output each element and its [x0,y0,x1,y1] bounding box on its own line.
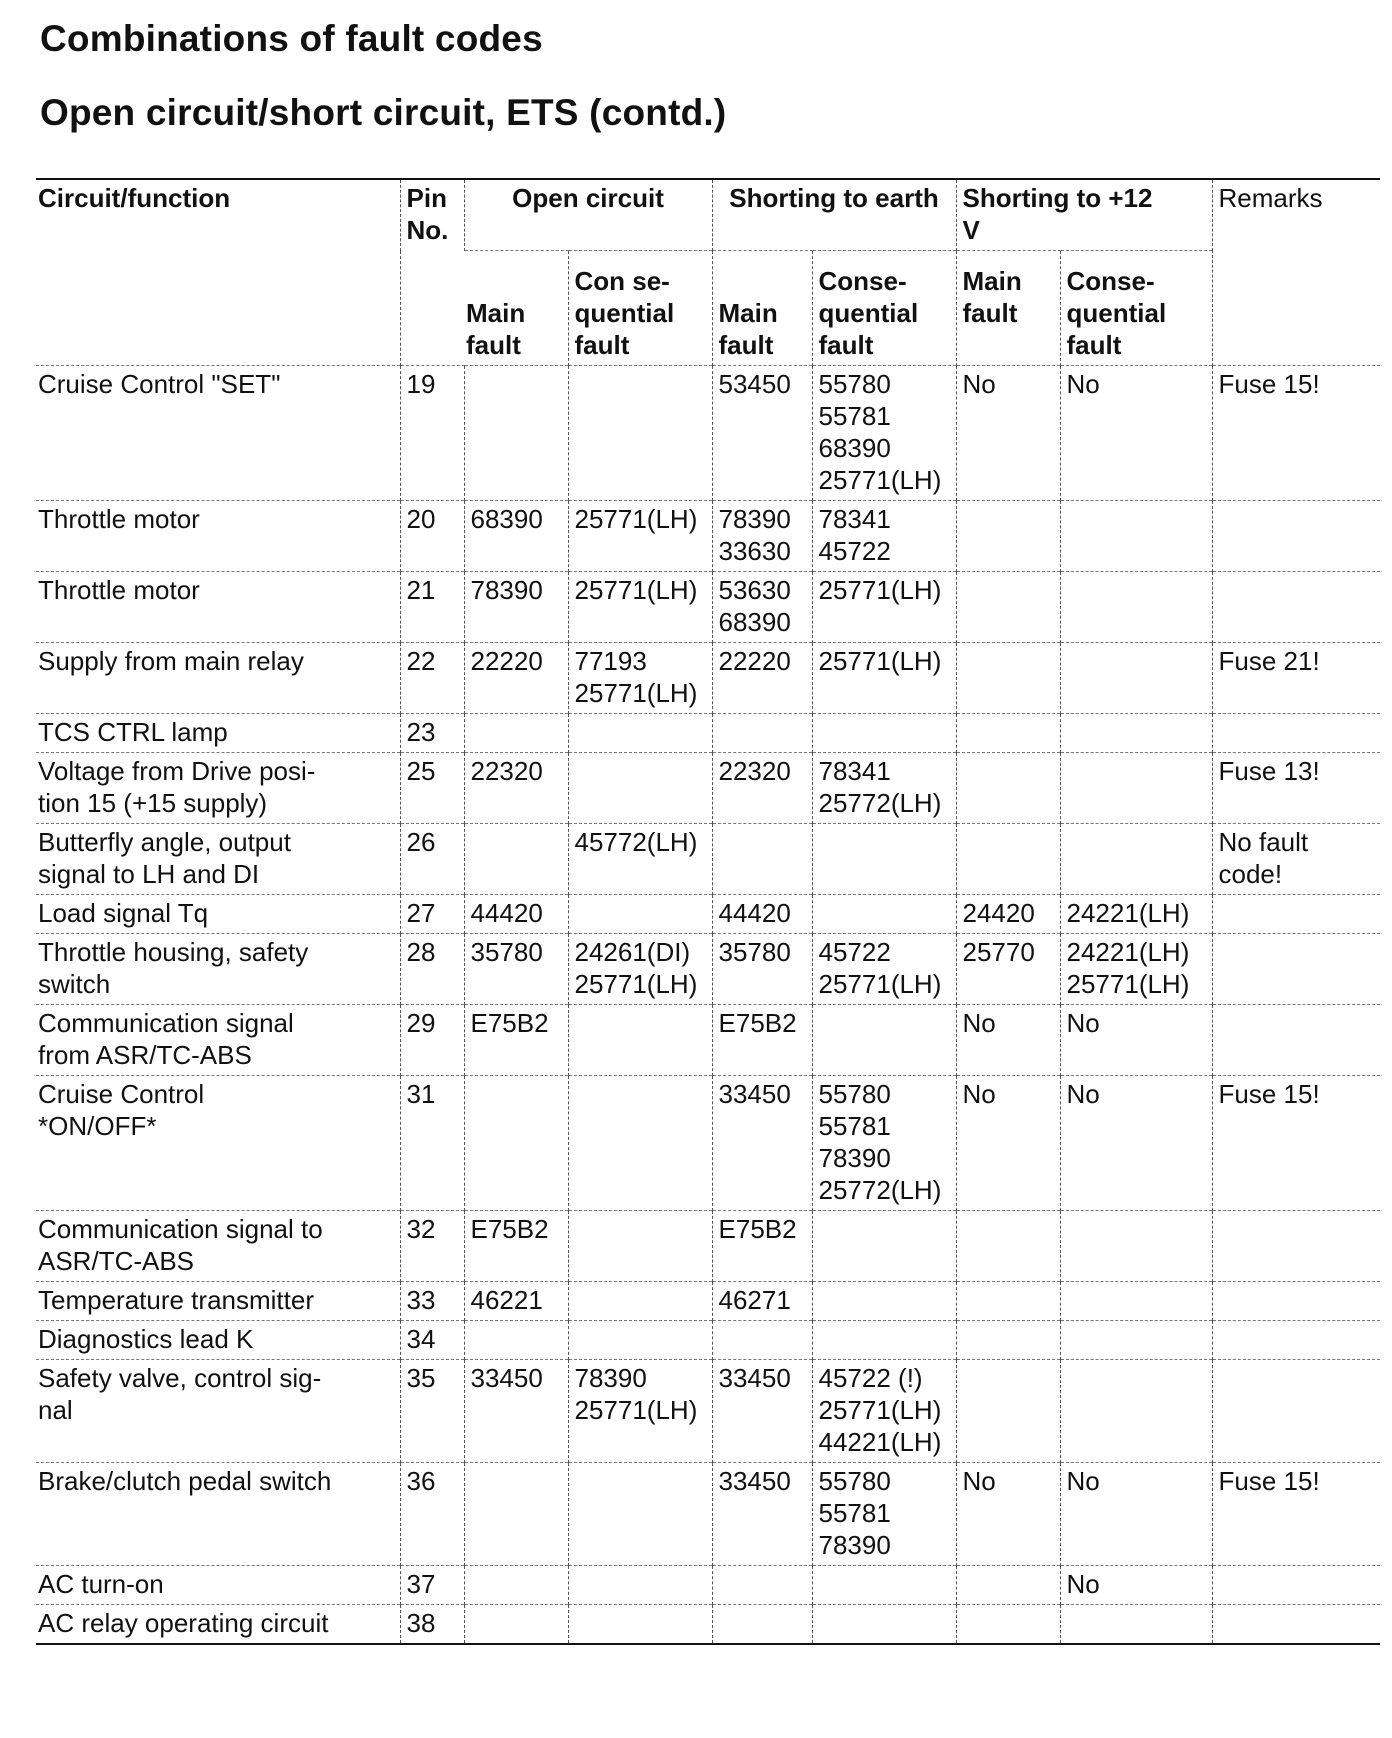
table-row [36,934,1380,1005]
open-consequential-fault-cell: 24261(DI) 25771(LH) [568,934,712,1005]
plus12v-consequential-fault-cell: 24221(LH) 25771(LH) [1060,934,1212,1005]
remarks-cell [1212,572,1380,643]
plus12v-main-fault-cell: No [956,1076,1060,1211]
remarks-cell: Fuse 15! [1212,1463,1380,1566]
open-main-fault-cell: 44420 [464,895,568,934]
plus12v-consequential-fault-cell [1060,643,1212,714]
plus12v-consequential-fault-cell [1060,1360,1212,1463]
open-consequential-fault-cell [568,1463,712,1566]
table-row [36,895,1380,934]
plus12v-consequential-fault-cell [1060,1211,1212,1282]
circuit-cell: Butterfly angle, output signal to LH and DI [36,824,400,895]
open-consequential-fault-cell [568,1076,712,1211]
circuit-cell: Communication signal to ASR/TC-ABS [36,1211,400,1282]
open-consequential-fault-cell [568,1211,712,1282]
plus12v-main-fault-cell [956,1321,1060,1360]
plus12v-main-fault-cell [956,824,1060,895]
circuit-cell: Temperature transmitter [36,1282,400,1321]
plus12v-consequential-fault-cell [1060,753,1212,824]
header-open-circuit: Open circuit [464,179,712,251]
circuit-cell: Throttle motor [36,572,400,643]
open-main-fault-cell: E75B2 [464,1211,568,1282]
earth-consequential-fault-cell: 55780 55781 78390 25772(LH) [812,1076,956,1211]
pin-cell: 22 [400,643,464,714]
plus12v-main-fault-cell [956,572,1060,643]
pin-cell: 35 [400,1360,464,1463]
earth-consequential-fault-cell [812,1321,956,1360]
remarks-cell [1212,1360,1380,1463]
circuit-cell: Throttle housing, safety switch [36,934,400,1005]
plus12v-main-fault-cell [956,1360,1060,1463]
earth-main-fault-cell: 78390 33630 [712,501,812,572]
pin-cell: 29 [400,1005,464,1076]
open-main-fault-cell: 33450 [464,1360,568,1463]
remarks-cell [1212,895,1380,934]
plus12v-consequential-fault-cell: No [1060,1076,1212,1211]
plus12v-main-fault-cell [956,1211,1060,1282]
earth-main-fault-cell: 35780 [712,934,812,1005]
plus12v-main-fault-cell: 24420 [956,895,1060,934]
circuit-cell: Cruise Control *ON/OFF* [36,1076,400,1211]
plus12v-consequential-fault-cell: No [1060,1463,1212,1566]
pin-cell: 20 [400,501,464,572]
earth-main-fault-cell: E75B2 [712,1211,812,1282]
plus12v-main-fault-cell [956,643,1060,714]
circuit-cell: Communication signal from ASR/TC-ABS [36,1005,400,1076]
header-sv-main: Main fault [956,251,1060,366]
table-body [36,366,1380,1645]
earth-consequential-fault-cell: 78341 25772(LH) [812,753,956,824]
plus12v-main-fault-cell: 25770 [956,934,1060,1005]
header-se-main: Main fault [712,251,812,366]
remarks-cell [1212,934,1380,1005]
pin-cell: 26 [400,824,464,895]
open-consequential-fault-cell: 25771(LH) [568,501,712,572]
earth-main-fault-cell: 22220 [712,643,812,714]
circuit-cell: Load signal Tq [36,895,400,934]
circuit-cell: Supply from main relay [36,643,400,714]
circuit-cell: AC relay operating circuit [36,1605,400,1645]
plus12v-consequential-fault-cell [1060,1321,1212,1360]
open-consequential-fault-cell [568,753,712,824]
earth-consequential-fault-cell: 55780 55781 68390 25771(LH) [812,366,956,501]
earth-main-fault-cell: 53450 [712,366,812,501]
plus12v-consequential-fault-cell: No [1060,1566,1212,1605]
circuit-cell: Brake/clutch pedal switch [36,1463,400,1566]
table-row [36,643,1380,714]
open-main-fault-cell: 46221 [464,1282,568,1321]
plus12v-consequential-fault-cell: 24221(LH) [1060,895,1212,934]
header-circuit: Circuit/function [36,179,400,366]
table-row [36,572,1380,643]
open-main-fault-cell [464,1076,568,1211]
plus12v-consequential-fault-cell [1060,1605,1212,1645]
open-consequential-fault-cell [568,366,712,501]
table-row [36,824,1380,895]
earth-main-fault-cell [712,1321,812,1360]
circuit-cell: Safety valve, control sig- nal [36,1360,400,1463]
open-consequential-fault-cell [568,1605,712,1645]
plus12v-main-fault-cell [956,501,1060,572]
earth-main-fault-cell [712,714,812,753]
table-row [36,1005,1380,1076]
header-shorting-12v: Shorting to +12 V [956,179,1212,251]
open-consequential-fault-cell: 45772(LH) [568,824,712,895]
table-row [36,1463,1380,1566]
table-row [36,1211,1380,1282]
plus12v-main-fault-cell [956,1566,1060,1605]
page-subtitle: Open circuit/short circuit, ETS (contd.) [40,92,727,133]
pin-cell: 34 [400,1321,464,1360]
earth-consequential-fault-cell [812,1211,956,1282]
pin-cell: 25 [400,753,464,824]
remarks-cell [1212,501,1380,572]
remarks-cell: Fuse 21! [1212,643,1380,714]
pin-cell: 37 [400,1566,464,1605]
circuit-cell: TCS CTRL lamp [36,714,400,753]
earth-main-fault-cell [712,1605,812,1645]
open-main-fault-cell [464,1566,568,1605]
earth-consequential-fault-cell: 25771(LH) [812,643,956,714]
table-row [36,1076,1380,1211]
plus12v-consequential-fault-cell [1060,714,1212,753]
open-main-fault-cell: E75B2 [464,1005,568,1076]
open-main-fault-cell: 22220 [464,643,568,714]
earth-main-fault-cell: E75B2 [712,1005,812,1076]
remarks-cell [1212,1005,1380,1076]
header-row-top [36,179,1380,251]
plus12v-consequential-fault-cell [1060,824,1212,895]
plus12v-main-fault-cell: No [956,1005,1060,1076]
pin-cell: 38 [400,1605,464,1645]
remarks-cell [1212,1321,1380,1360]
header-sv-cons: Conse- quential fault [1060,251,1212,366]
open-consequential-fault-cell [568,1005,712,1076]
remarks-cell: Fuse 15! [1212,366,1380,501]
open-main-fault-cell: 78390 [464,572,568,643]
earth-main-fault-cell [712,824,812,895]
pin-cell: 23 [400,714,464,753]
earth-main-fault-cell: 46271 [712,1282,812,1321]
earth-consequential-fault-cell [812,1566,956,1605]
plus12v-consequential-fault-cell [1060,501,1212,572]
open-consequential-fault-cell: 78390 25771(LH) [568,1360,712,1463]
open-main-fault-cell [464,366,568,501]
header-se-cons: Conse- quential fault [812,251,956,366]
pin-cell: 19 [400,366,464,501]
open-main-fault-cell [464,1321,568,1360]
remarks-cell: Fuse 13! [1212,753,1380,824]
circuit-cell: Diagnostics lead K [36,1321,400,1360]
circuit-cell: Voltage from Drive posi- tion 15 (+15 supply) [36,753,400,824]
remarks-cell [1212,1211,1380,1282]
earth-consequential-fault-cell: 45722 25771(LH) [812,934,956,1005]
pin-cell: 36 [400,1463,464,1566]
earth-main-fault-cell: 33450 [712,1463,812,1566]
open-main-fault-cell [464,1605,568,1645]
remarks-cell: No fault code! [1212,824,1380,895]
remarks-cell [1212,714,1380,753]
open-consequential-fault-cell: 25771(LH) [568,572,712,643]
earth-consequential-fault-cell: 25771(LH) [812,572,956,643]
open-consequential-fault-cell [568,1321,712,1360]
earth-consequential-fault-cell [812,824,956,895]
plus12v-consequential-fault-cell: No [1060,366,1212,501]
header-oc-main: Main fault [464,251,568,366]
earth-consequential-fault-cell [812,1005,956,1076]
earth-main-fault-cell [712,1566,812,1605]
open-main-fault-cell [464,824,568,895]
pin-cell: 27 [400,895,464,934]
earth-main-fault-cell: 53630 68390 [712,572,812,643]
table-row [36,1566,1380,1605]
fault-code-table [36,178,1380,1645]
plus12v-main-fault-cell [956,753,1060,824]
earth-consequential-fault-cell [812,1605,956,1645]
open-main-fault-cell [464,714,568,753]
remarks-cell: Fuse 15! [1212,1076,1380,1211]
earth-main-fault-cell: 33450 [712,1076,812,1211]
open-consequential-fault-cell [568,1566,712,1605]
open-main-fault-cell [464,1463,568,1566]
table-row [36,1282,1380,1321]
circuit-cell: Throttle motor [36,501,400,572]
page-title: Combinations of fault codes [40,18,543,59]
table-row [36,753,1380,824]
remarks-cell [1212,1282,1380,1321]
circuit-cell: Cruise Control "SET" [36,366,400,501]
pin-cell: 33 [400,1282,464,1321]
table-row [36,714,1380,753]
pin-cell: 31 [400,1076,464,1211]
plus12v-consequential-fault-cell [1060,572,1212,643]
plus12v-main-fault-cell: No [956,1463,1060,1566]
header-pin: Pin No. [400,179,464,366]
table-row [36,501,1380,572]
header-remarks: Remarks [1212,179,1380,366]
plus12v-main-fault-cell [956,1282,1060,1321]
header-shorting-earth: Shorting to earth [712,179,956,251]
earth-consequential-fault-cell: 45722 (!) 25771(LH) 44221(LH) [812,1360,956,1463]
open-consequential-fault-cell: 77193 25771(LH) [568,643,712,714]
header-oc-cons: Con se- quential fault [568,251,712,366]
open-consequential-fault-cell [568,1282,712,1321]
earth-main-fault-cell: 33450 [712,1360,812,1463]
pin-cell: 28 [400,934,464,1005]
pin-cell: 32 [400,1211,464,1282]
open-consequential-fault-cell [568,714,712,753]
open-main-fault-cell: 68390 [464,501,568,572]
open-main-fault-cell: 35780 [464,934,568,1005]
plus12v-main-fault-cell [956,1605,1060,1645]
open-main-fault-cell: 22320 [464,753,568,824]
table-row [36,1605,1380,1645]
pin-cell: 21 [400,572,464,643]
plus12v-main-fault-cell [956,714,1060,753]
earth-main-fault-cell: 22320 [712,753,812,824]
circuit-cell: AC turn-on [36,1566,400,1605]
table-row [36,1321,1380,1360]
table-row [36,366,1380,501]
remarks-cell [1212,1566,1380,1605]
earth-consequential-fault-cell [812,1282,956,1321]
earth-consequential-fault-cell [812,895,956,934]
remarks-cell [1212,1605,1380,1645]
earth-consequential-fault-cell: 78341 45722 [812,501,956,572]
earth-consequential-fault-cell: 55780 55781 78390 [812,1463,956,1566]
open-consequential-fault-cell [568,895,712,934]
plus12v-consequential-fault-cell [1060,1282,1212,1321]
plus12v-consequential-fault-cell: No [1060,1005,1212,1076]
earth-consequential-fault-cell [812,714,956,753]
plus12v-main-fault-cell: No [956,366,1060,501]
earth-main-fault-cell: 44420 [712,895,812,934]
table-row [36,1360,1380,1463]
